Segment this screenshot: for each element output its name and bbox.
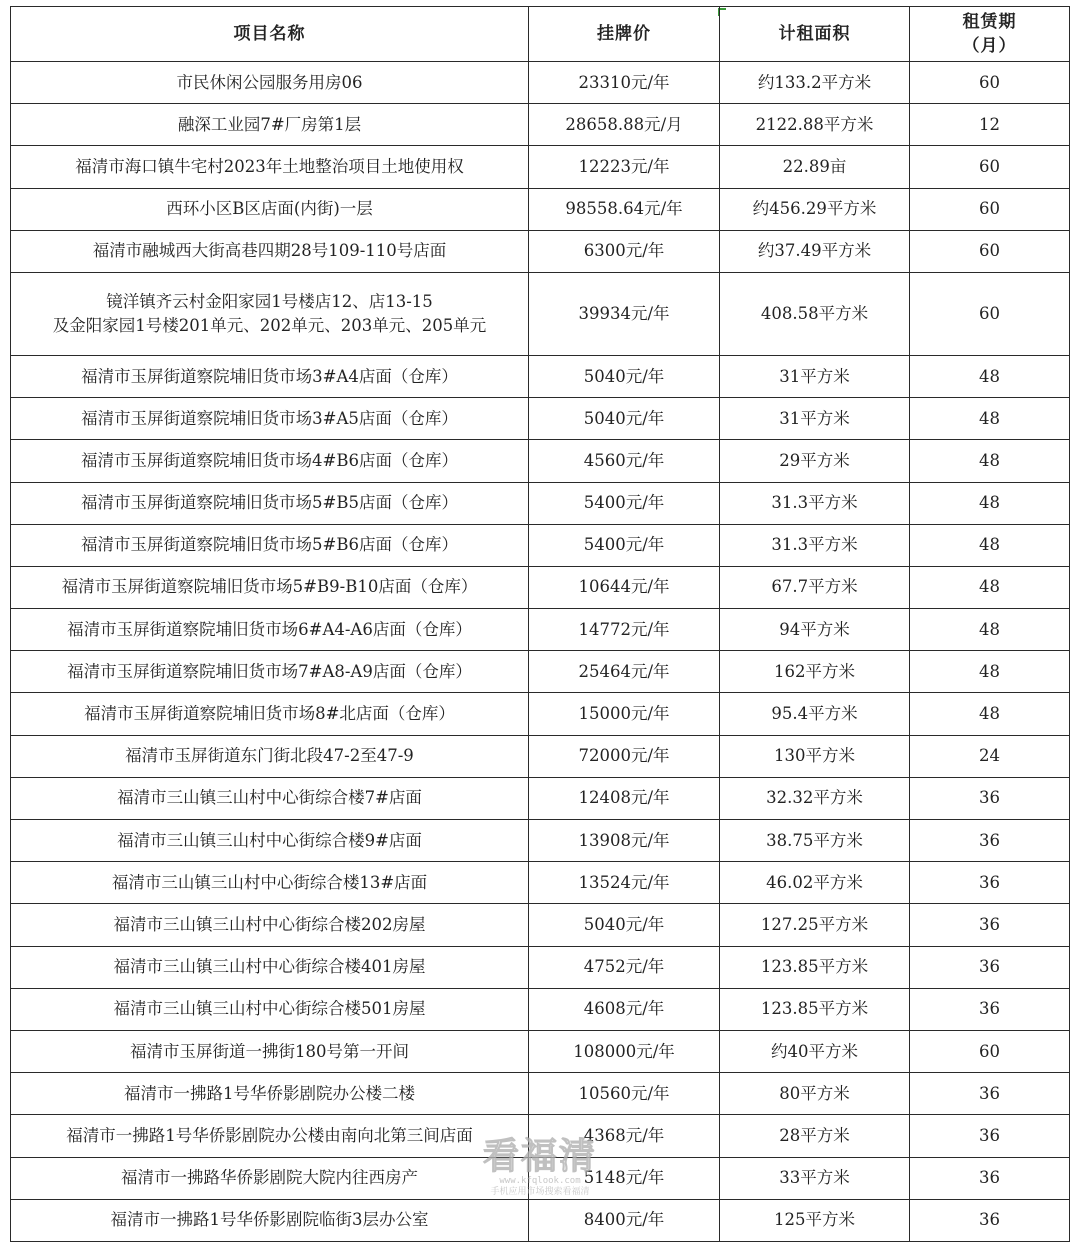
cell-term: 48 [910, 566, 1070, 608]
header-term-line2: （月） [962, 36, 1017, 56]
cell-name-line: 福清市玉屏街道察院埔旧货市场7#A8-A9店面（仓库） [67, 661, 472, 681]
cell-term: 48 [910, 651, 1070, 693]
cell-term: 48 [910, 482, 1070, 524]
cell-name-line: 福清市玉屏街道察院埔旧货市场5#B5店面（仓库） [81, 493, 458, 513]
cell-price: 108000元/年 [529, 1030, 720, 1072]
table-row [11, 104, 1070, 146]
header-name: 项目名称 [11, 7, 529, 62]
table-row [11, 1157, 1070, 1199]
cell-area: 125平方米 [720, 1199, 910, 1241]
cell-name [11, 609, 529, 651]
cell-price: 4752元/年 [529, 946, 720, 988]
cell-area: 130平方米 [720, 735, 910, 777]
cell-term: 60 [910, 188, 1070, 230]
cell-name-line: 福清市玉屏街道察院埔旧货市场5#B6店面（仓库） [81, 535, 458, 555]
cell-area: 162平方米 [720, 651, 910, 693]
table-row [11, 398, 1070, 440]
cell-term: 48 [910, 609, 1070, 651]
cell-price: 8400元/年 [529, 1199, 720, 1241]
cell-name-line: 镜洋镇齐云村金阳家园1号楼店12、店13-15 [106, 291, 433, 311]
cell-name [11, 862, 529, 904]
cell-name [11, 355, 529, 397]
table-row [11, 820, 1070, 862]
cell-area: 31平方米 [720, 355, 910, 397]
cell-name [11, 1073, 529, 1115]
header-price: 挂牌价 [529, 7, 720, 62]
cell-area: 31.3平方米 [720, 524, 910, 566]
cell-name-line: 融深工业园7#厂房第1层 [177, 114, 362, 134]
table-row [11, 440, 1070, 482]
cell-name-line: 福清市海口镇牛宅村2023年土地整治项目土地使用权 [75, 156, 464, 176]
cell-name-line: 福清市三山镇三山村中心街综合楼9#店面 [117, 830, 422, 850]
cell-name-line: 福清市一拂路1号华侨影剧院临街3层办公室 [110, 1210, 429, 1230]
cell-name [11, 146, 529, 188]
cell-term: 24 [910, 735, 1070, 777]
cell-price: 15000元/年 [529, 693, 720, 735]
cell-area: 28平方米 [720, 1115, 910, 1157]
cell-name [11, 398, 529, 440]
cell-name-line: 福清市融城西大街高巷四期28号109-110号店面 [92, 241, 447, 261]
cell-name [11, 651, 529, 693]
watermark-tag: 手机应用市场搜索看福清 [490, 1187, 590, 1197]
cell-area: 22.89亩 [720, 146, 910, 188]
cell-term: 48 [910, 355, 1070, 397]
cell-name [11, 820, 529, 862]
cell-term: 36 [910, 1115, 1070, 1157]
cell-area: 约40平方米 [720, 1030, 910, 1072]
cell-area: 95.4平方米 [720, 693, 910, 735]
cell-price: 4560元/年 [529, 440, 720, 482]
cell-name-line: 福清市一拂路华侨影剧院大院内往西房产 [121, 1168, 418, 1188]
cell-name [11, 440, 529, 482]
cell-name [11, 524, 529, 566]
table-body [11, 62, 1070, 1242]
cell-price: 23310元/年 [529, 62, 720, 104]
cell-name-line: 福清市三山镇三山村中心街综合楼13#店面 [111, 872, 428, 892]
cell-name-line: 福清市三山镇三山村中心街综合楼7#店面 [117, 788, 422, 808]
header-term-line1: 租赁期 [962, 12, 1017, 32]
cell-name [11, 272, 529, 355]
cell-term: 60 [910, 62, 1070, 104]
cell-name-line: 市民休闲公园服务用房06 [176, 72, 363, 92]
cell-price: 4608元/年 [529, 988, 720, 1030]
cell-name [11, 104, 529, 146]
cell-name [11, 1115, 529, 1157]
cell-name-line: 福清市三山镇三山村中心街综合楼501房屋 [113, 999, 426, 1019]
cell-name [11, 777, 529, 819]
cell-price: 5040元/年 [529, 355, 720, 397]
table-row [11, 946, 1070, 988]
cell-term: 36 [910, 1157, 1070, 1199]
cell-name [11, 566, 529, 608]
cell-name-line: 福清市三山镇三山村中心街综合楼202房屋 [113, 914, 426, 934]
cell-name [11, 1157, 529, 1199]
cell-name [11, 62, 529, 104]
cell-price: 13524元/年 [529, 862, 720, 904]
cell-price: 10560元/年 [529, 1073, 720, 1115]
cell-price: 5040元/年 [529, 904, 720, 946]
cell-name-line: 西环小区B区店面(内街)一层 [166, 199, 373, 219]
table-row [11, 272, 1070, 355]
cell-name-line: 及金阳家园1号楼201单元、202单元、203单元、205单元 [52, 315, 487, 335]
table-row [11, 146, 1070, 188]
cell-price: 25464元/年 [529, 651, 720, 693]
cell-area: 31.3平方米 [720, 482, 910, 524]
cell-name [11, 904, 529, 946]
table-row [11, 988, 1070, 1030]
table-row [11, 777, 1070, 819]
rental-listing-table [10, 6, 1070, 1242]
cell-price: 5400元/年 [529, 524, 720, 566]
cell-area: 127.25平方米 [720, 904, 910, 946]
cell-name [11, 482, 529, 524]
table-row [11, 609, 1070, 651]
watermark-text: 看福清 [482, 1136, 597, 1177]
cell-area: 33平方米 [720, 1157, 910, 1199]
cell-term: 36 [910, 1073, 1070, 1115]
cell-name [11, 1199, 529, 1241]
cell-price: 14772元/年 [529, 609, 720, 651]
cell-name-line: 福清市三山镇三山村中心街综合楼401房屋 [113, 957, 426, 977]
table-row [11, 566, 1070, 608]
table-row [11, 1115, 1070, 1157]
cell-area: 408.58平方米 [720, 272, 910, 355]
cell-term: 36 [910, 946, 1070, 988]
table-row [11, 524, 1070, 566]
table-row [11, 735, 1070, 777]
header-row [11, 7, 1070, 62]
cell-area: 94平方米 [720, 609, 910, 651]
cell-price: 10644元/年 [529, 566, 720, 608]
cell-name-line: 福清市玉屏街道察院埔旧货市场3#A5店面（仓库） [81, 408, 458, 428]
cell-name [11, 230, 529, 272]
table-row [11, 355, 1070, 397]
cell-name-line: 福清市玉屏街道察院埔旧货市场3#A4店面（仓库） [81, 366, 458, 386]
cell-name [11, 988, 529, 1030]
cell-area: 2122.88平方米 [720, 104, 910, 146]
cell-price: 12223元/年 [529, 146, 720, 188]
table-row [11, 862, 1070, 904]
cell-price: 12408元/年 [529, 777, 720, 819]
cell-term: 36 [910, 904, 1070, 946]
cell-price: 39934元/年 [529, 272, 720, 355]
table-row [11, 1199, 1070, 1241]
cell-price: 28658.88元/月 [529, 104, 720, 146]
cell-term: 60 [910, 272, 1070, 355]
cell-area: 67.7平方米 [720, 566, 910, 608]
cell-area: 29平方米 [720, 440, 910, 482]
cell-name [11, 693, 529, 735]
cell-term: 36 [910, 820, 1070, 862]
cell-name [11, 946, 529, 988]
cell-area: 80平方米 [720, 1073, 910, 1115]
cell-term: 36 [910, 988, 1070, 1030]
table-row [11, 188, 1070, 230]
cell-price: 6300元/年 [529, 230, 720, 272]
header-area: 计租面积 [720, 7, 910, 62]
cell-area: 123.85平方米 [720, 946, 910, 988]
cell-area: 约456.29平方米 [720, 188, 910, 230]
cell-name-line: 福清市玉屏街道察院埔旧货市场6#A4-A6店面（仓库） [67, 619, 472, 639]
cell-term: 48 [910, 398, 1070, 440]
cell-area: 38.75平方米 [720, 820, 910, 862]
cell-area: 31平方米 [720, 398, 910, 440]
cell-term: 60 [910, 1030, 1070, 1072]
table-row [11, 693, 1070, 735]
cell-name [11, 1030, 529, 1072]
cell-name-line: 福清市玉屏街道察院埔旧货市场8#北店面（仓库） [84, 704, 455, 724]
cell-term: 48 [910, 440, 1070, 482]
cell-term: 12 [910, 104, 1070, 146]
table-row [11, 651, 1070, 693]
cell-area: 123.85平方米 [720, 988, 910, 1030]
cell-term: 60 [910, 230, 1070, 272]
cell-term: 36 [910, 862, 1070, 904]
cell-term: 36 [910, 1199, 1070, 1241]
cell-price: 5040元/年 [529, 398, 720, 440]
table-row [11, 62, 1070, 104]
table-row [11, 482, 1070, 524]
cell-term: 48 [910, 524, 1070, 566]
cell-term: 48 [910, 693, 1070, 735]
cell-price: 98558.64元/年 [529, 188, 720, 230]
cell-area: 约133.2平方米 [720, 62, 910, 104]
cell-price: 5400元/年 [529, 482, 720, 524]
table-row [11, 230, 1070, 272]
table-row [11, 1073, 1070, 1115]
header-term [910, 7, 1070, 62]
cell-term: 36 [910, 777, 1070, 819]
cell-name-line: 福清市玉屏街道察院埔旧货市场5#B9-B10店面（仓库） [61, 577, 478, 597]
cell-price: 13908元/年 [529, 820, 720, 862]
cell-price: 5148元/年 [529, 1157, 720, 1199]
cell-price: 72000元/年 [529, 735, 720, 777]
table-row [11, 904, 1070, 946]
table-row [11, 1030, 1070, 1072]
cell-area: 约37.49平方米 [720, 230, 910, 272]
cell-name-line: 福清市玉屏街道一拂街180号第一开间 [130, 1041, 409, 1061]
cell-area: 32.32平方米 [720, 777, 910, 819]
watermark-url: www.kfqlook.com [499, 1176, 581, 1186]
cell-name [11, 188, 529, 230]
cell-name-line: 福清市一拂路1号华侨影剧院办公楼由南向北第三间店面 [66, 1125, 473, 1145]
cell-term: 60 [910, 146, 1070, 188]
cell-name-line: 福清市一拂路1号华侨影剧院办公楼二楼 [124, 1083, 415, 1103]
cell-name-line: 福清市玉屏街道察院埔旧货市场4#B6店面（仓库） [81, 450, 458, 470]
cell-price: 4368元/年 [529, 1115, 720, 1157]
cell-name-line: 福清市玉屏街道东门街北段47-2至47-9 [125, 746, 414, 766]
cell-name [11, 735, 529, 777]
cell-area: 46.02平方米 [720, 862, 910, 904]
